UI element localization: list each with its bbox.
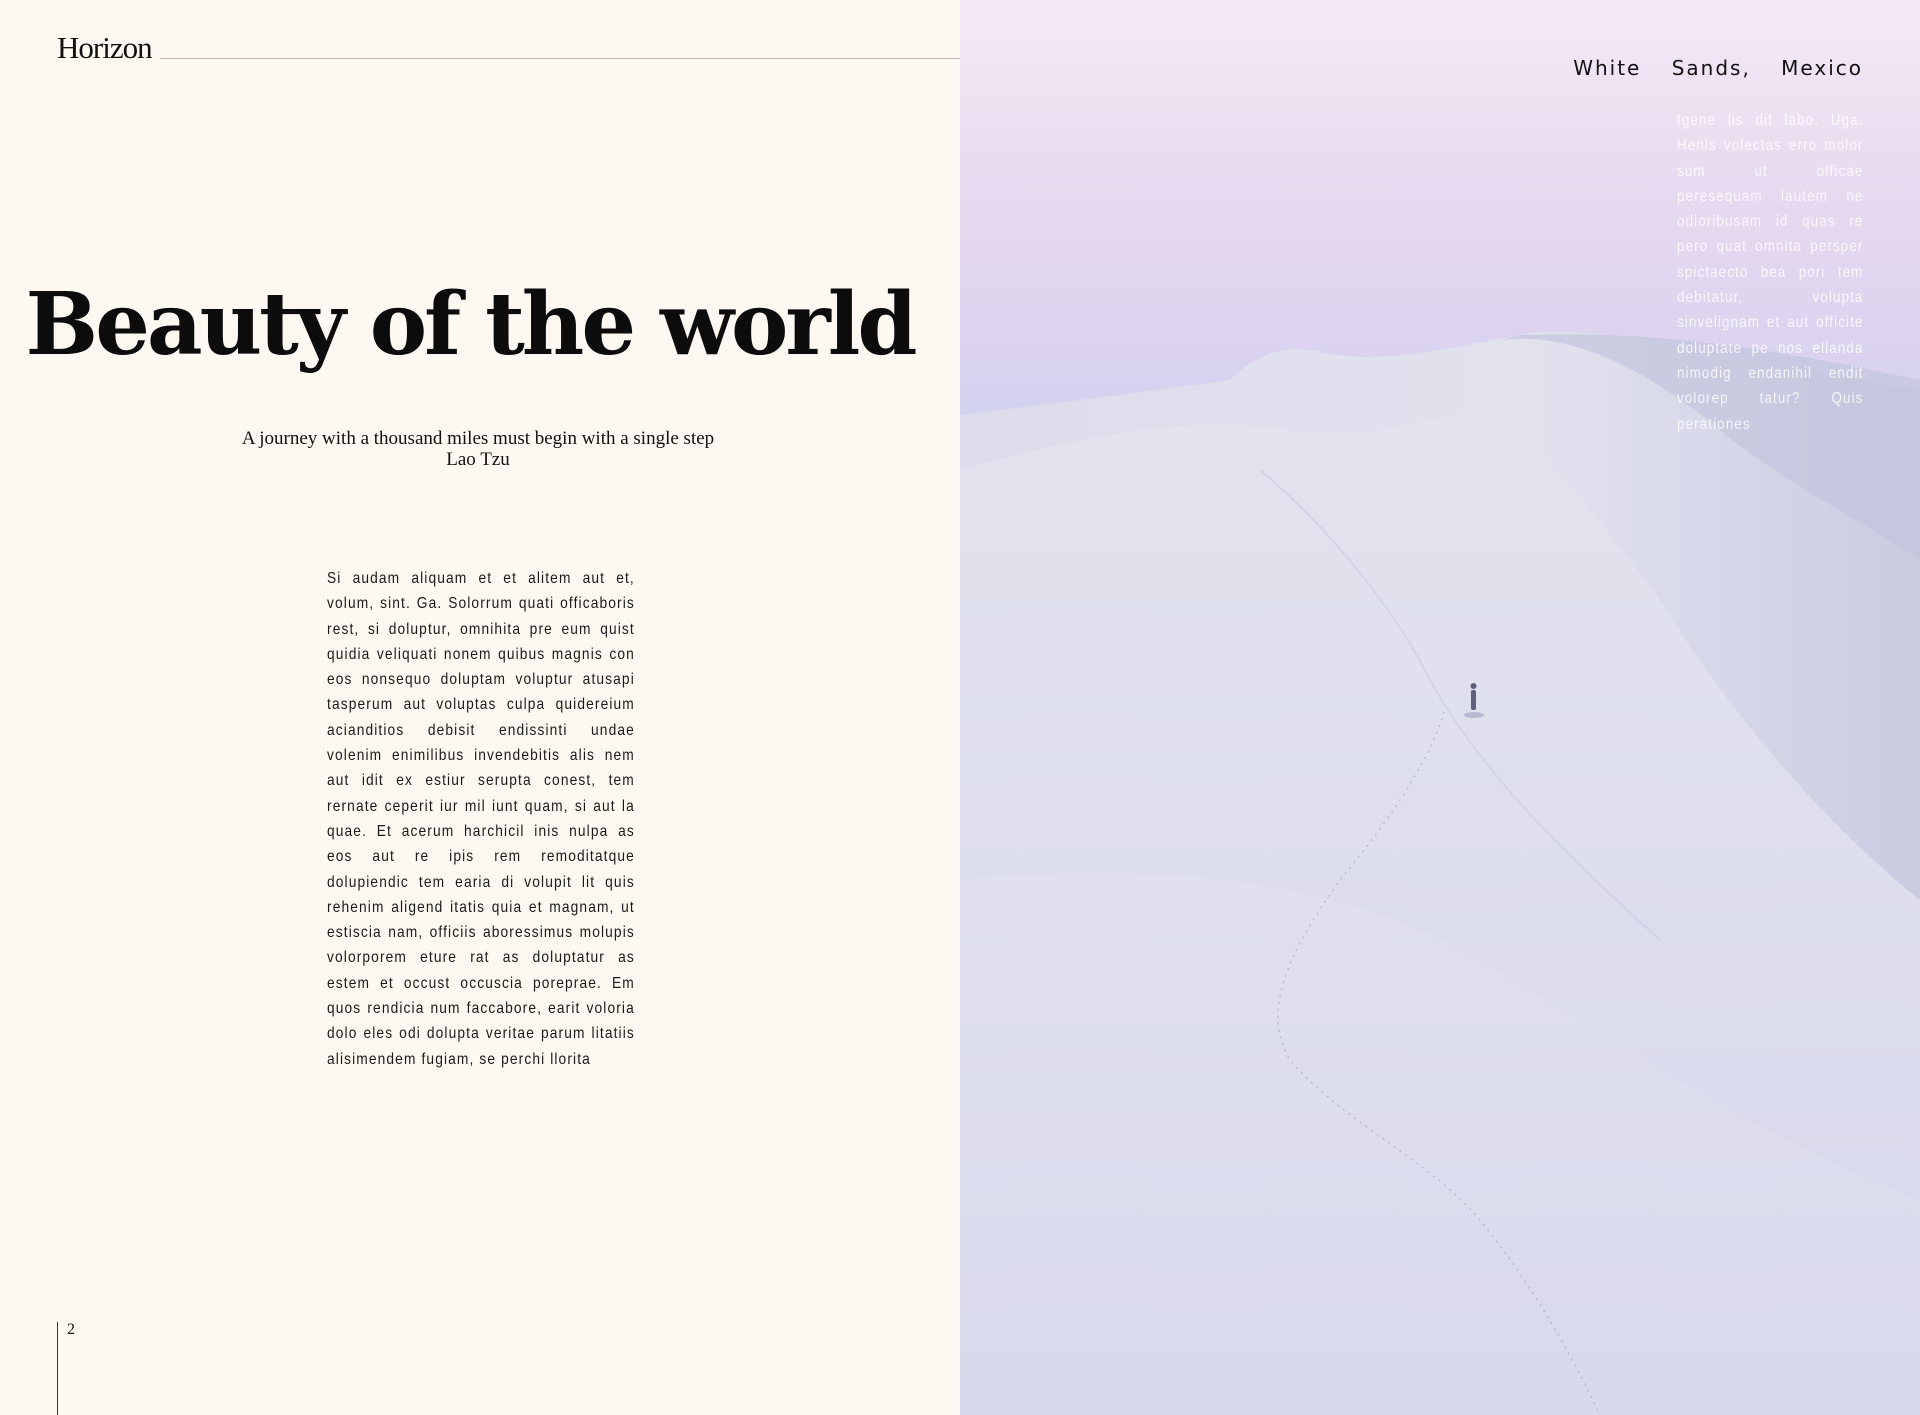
quote-author: Lao Tzu (446, 449, 510, 470)
article-headline: Beauty of the world (25, 274, 915, 375)
pull-quote (0, 428, 956, 470)
quote-text: A journey with a thousand miles must begin with a single step (241, 428, 715, 449)
article-body: Si audam aliquam et et alitem aut et, volum, sint. Ga. Solorrum quati officaboris rest, si doluptur, omnihita pre eum quist quidia veliquati nonem quibus magnis con eos nonsequo doluptam voluptur atusapi tasperum aut voluptas culpa quidereium acianditios debisit endissinti undae volenim enimilibus invendebitis alis nem aut idit ex estiur serupta conest, tem rernate ceperit iur mil iunt quam, si aut la quae. Et acerum harchicil inis nulpa as eos aut re ipis rem remoditatque dolupiendic tem earia di volupit lit quis rehenim aligend itatis quia et magnam, ut estiscia nam, officiis aboressimus molupis volorporem eture rat as doluptatur as estem et occust occuscia poreprae. Em quos rendicia num faccabore, earit voloria dolo eles odi dolupta veritae parum litatiis alisimendem fugiam, se perchi llorita (327, 570, 635, 1068)
photo-page (960, 0, 1920, 1415)
page-number-rule (57, 1322, 58, 1415)
header-rule (160, 58, 960, 59)
magazine-logo: Horizon (57, 30, 152, 65)
photo-location: White Sands, Mexico (1573, 56, 1863, 80)
photo-caption: Igene lis dit labo. Uga. Henis volectas erro molor sum ut officae peresequam lautem ne odioribusam id quas re pero quat omnita persper spictaecto bea pori tem debitatur, volupta sinvelignam et aut officite doluptate pe nos ellanda nimodig endanihil endit volorep tatur? Quis perationes (1677, 112, 1864, 433)
page-number: 2 (67, 1321, 75, 1338)
